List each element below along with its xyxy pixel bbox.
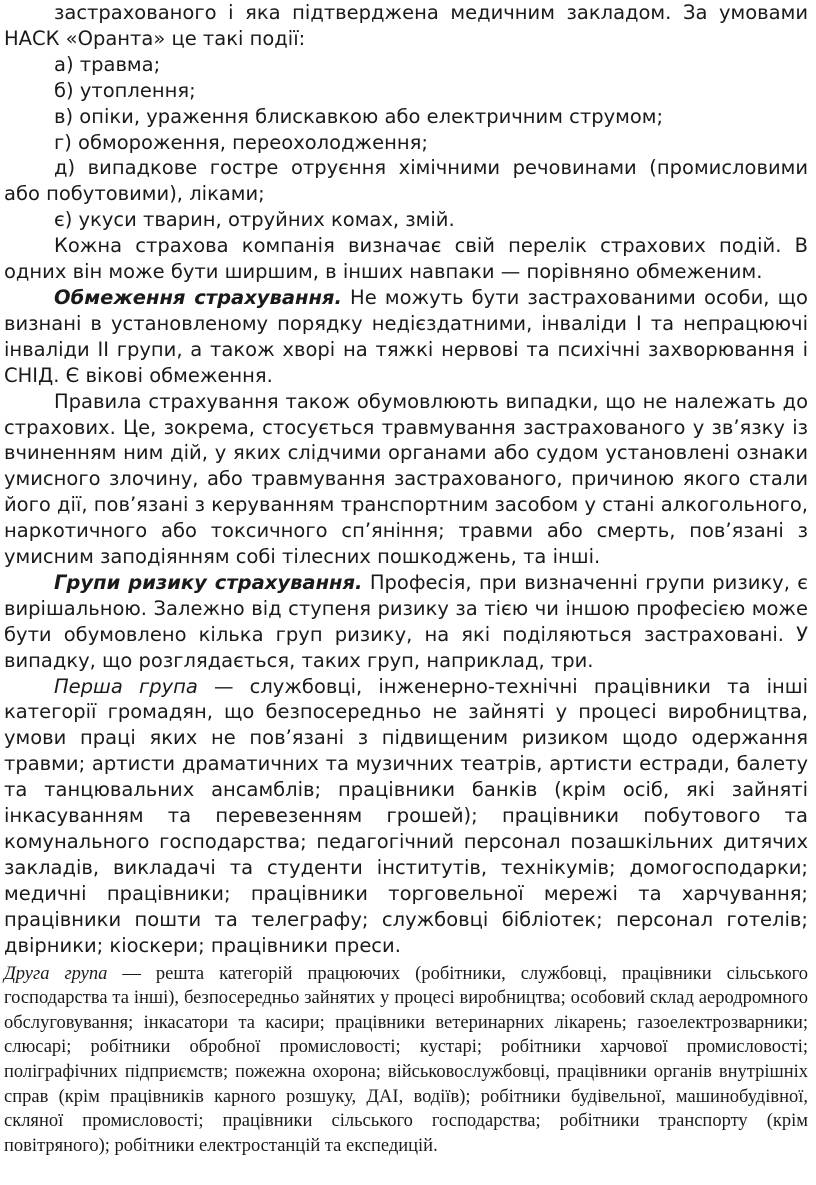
list-item: а) травма; bbox=[54, 52, 161, 76]
first-group-text: — службовці, інженерно-технічні працівники та інші категорії громадян, що безпосередньо не зайняті у процесі виробництва, умови праці яких не пов’язані з підвищеним ризиком щодо одержання травми; артисти драматичних та музичних театрів, артисти естради, балету та танцювальних ансамблів; працівники банків (крім осіб, які зайняті інкасуванням та перевезенням грошей); працівники побутового та комунального господарства; педагогічний персонал позашкільних дитячих закладів, викладачі та студенти інститутів, технікумів; домогосподарки; медичні працівники; працівники торговельної мережі та харчування; працівники пошти та телеграфу; службовці бібліотек; персонал готелів; двірники; кіоскери; працівники преси. bbox=[4, 674, 808, 957]
second-group-text: — решта категорій працюючих (робітники, службовці, працівники сільського господарства та інші), безпосередньо зайнятих у процесі виробництва; особовий склад аеродромного обслуговування; інкасатори та касири; працівники ветеринарних лікарень; газоелектрозварники; слюсарі; робітники обробної промисловості; кустарі; робітники харчової промисловості; поліграфічних підприємств; пожежна охорона; військовослужбовці, працівники органів внутрішніх справ (крім працівників карного розшуку, ДАІ, водіїв); робітники будівельної, машинобудівної, скляної промисловості; працівники сільського господарства; робітники транспорту (крім повітряного); робітники електростанцій та експедицій. bbox=[4, 963, 808, 1156]
first-group-heading: Перша група bbox=[54, 674, 198, 698]
insured-events-list bbox=[4, 52, 808, 233]
second-group-block bbox=[4, 962, 808, 1159]
groups-text: Професія, при визначенні групи ризику, є вирішальною. Залежно від ступеня ризику за тією чи іншою професією може бути обумовлено кілька груп ризику, на які поділяються застраховані. У випадку, що розглядається, таких груп, наприклад, три. bbox=[4, 570, 809, 672]
second-group-paragraph bbox=[4, 962, 808, 1159]
main-text-block bbox=[4, 0, 808, 959]
limits-text: Не можуть бути застрахованими особи, що визнані в установленому порядку недієздатними, інваліди I та непрацюючі інваліди II групи, а також хворі на тяжкі нервові та психічні захворювання і СНІД. Є вікові обмеження. bbox=[4, 285, 808, 387]
events-list-paragraph: Кожна страхова компанія визначає свій перелік страхових подій. В одних він може бути ширшим, в інших навпаки — порівняно обмеженим. bbox=[4, 234, 808, 284]
limits-paragraph bbox=[4, 285, 808, 389]
groups-paragraph bbox=[4, 570, 808, 674]
list-item: є) укуси тварин, отруйних комах, змій. bbox=[54, 208, 455, 232]
groups-heading: Групи ризику страхування. bbox=[54, 570, 363, 594]
rules-paragraph: Правила страхування також обумовлюють випадки, що не належать до страхових. Це, зокрема, стосується травмування застрахованого у зв’язку із вчиненням ним дій, у яких слідчими органами або судом установлені ознаки умисного злочину, або травмування застрахованого, причиною якого стали його дії, пов’язані з керуванням транспортним засобом у стані алкогольного, наркотичного або токсичного сп’яніння; травми або смерть, пов’язані з умисним заподіянням собі тілесних пошкоджень, та інші. bbox=[4, 389, 808, 569]
list-item: в) опіки, ураження блискавкою або електричним струмом; bbox=[54, 104, 664, 128]
list-item: б) утоплення; bbox=[54, 78, 196, 102]
limits-heading: Обмеження страхування. bbox=[54, 285, 342, 309]
first-group-paragraph bbox=[4, 674, 808, 959]
second-group-heading: Друга група bbox=[4, 963, 108, 984]
list-item: д) випадкове гостре отруєння хімічними речовинами (промисловими або побутовими), ліками; bbox=[4, 156, 808, 206]
intro-paragraph: застрахованого і яка підтверджена медичним закладом. За умовами НАСК «Оранта» це такі події: bbox=[4, 1, 808, 50]
list-item: г) обмороження, переохолодження; bbox=[54, 130, 428, 154]
